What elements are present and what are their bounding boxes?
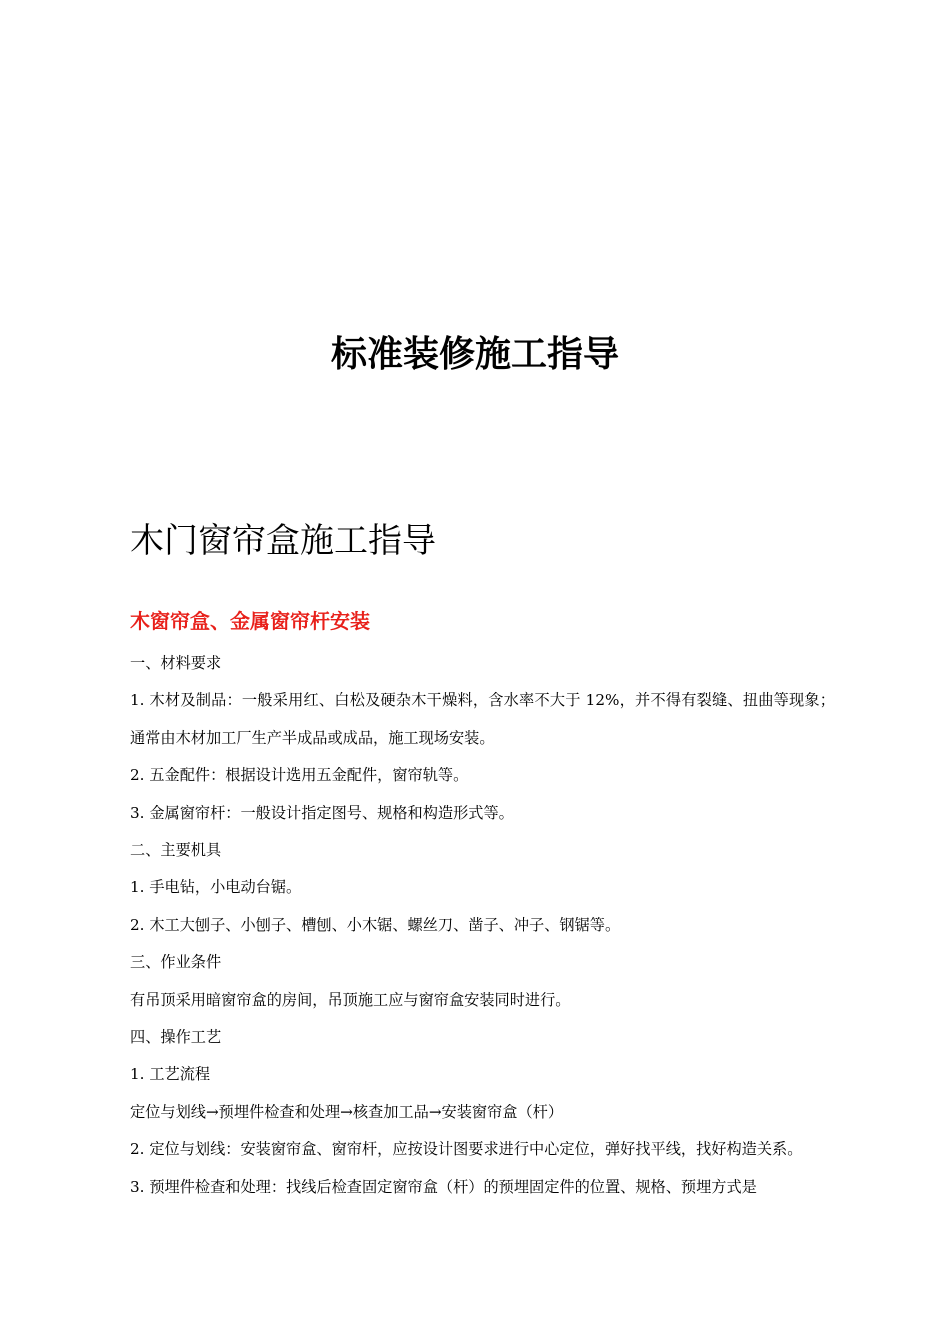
paragraph-ceiling: 有吊顶采用暗窗帘盒的房间，吊顶施工应与窗帘盒安装同时进行。 (130, 990, 571, 1009)
section-title: 木门窗帘盒施工指导 (130, 521, 436, 561)
paragraph-drill: 1. 手电钻，小电动台锯。 (130, 878, 302, 897)
paragraph-positioning: 2. 定位与划线：安装窗帘盒、窗帘杆，应按设计图要求进行中心定位，弹好找平线，找好构造关系。 (130, 1140, 803, 1159)
body-text (130, 645, 835, 1206)
paragraph-flow-title: 1. 工艺流程 (130, 1065, 211, 1084)
heading-materials: 一、材料要求 (130, 654, 222, 672)
paragraph-hand-tools: 2. 木工大刨子、小刨子、槽刨、小木锯、螺丝刀、凿子、冲子、钢锯等。 (130, 915, 621, 934)
paragraph-metal-rod: 3. 金属窗帘杆：一般设计指定图号、规格和构造形式等。 (130, 803, 514, 822)
paragraph-flow: 定位与划线→预埋件检查和处理→核查加工品→安装窗帘盒（杆） (130, 1102, 564, 1121)
main-title: 标准装修施工指导 (330, 334, 619, 375)
heading-process: 四、操作工艺 (130, 1028, 222, 1047)
paragraph-hardware: 2. 五金配件：根据设计选用五金配件，窗帘轨等。 (130, 766, 469, 785)
subsection-title: 木窗帘盒、金属窗帘杆安装 (130, 609, 370, 633)
heading-tools: 二、主要机具 (130, 841, 222, 860)
paragraph-wood: 1. 木材及制品：一般采用红、白松及硬杂木干燥料，含水率不大于 12%，并不得有裂缝、扭曲等现象；通常由木材加工厂生产半成品或成品，施工现场安装。 (130, 691, 835, 747)
paragraph-embedded-parts: 3. 预埋件检查和处理：找线后检查固定窗帘盒（杆）的预埋固定件的位置、规格、预埋方式是 (130, 1177, 757, 1196)
heading-conditions: 三、作业条件 (130, 953, 222, 972)
